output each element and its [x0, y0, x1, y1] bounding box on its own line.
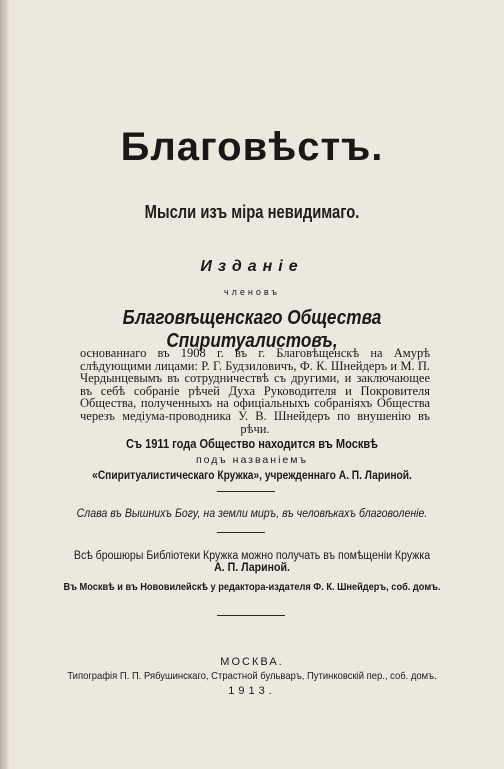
divider-rule [217, 615, 285, 616]
page-binding-shadow [0, 0, 10, 769]
brochures-line: Всѣ брошюры Библіотеки Кружка можно получать въ помѣщеніи Кружка [73, 550, 431, 562]
editor-address-line: Въ Москвѣ и въ Нововилейскѣ у редактора-издателя Ф. К. Шнейдеръ, соб. домъ. [63, 581, 441, 593]
circle-name-line: «Спиритуалистическаго Кружка», учрежденнаго А. П. Лариной. [92, 468, 412, 482]
motto-line: Слава въ Вышнихъ Богу, на земли миръ, въ человѣкахъ благоволеніе. [76, 508, 428, 520]
imprint-city: МОСКВА. [220, 656, 284, 668]
under-name-label: подъ названіемъ [195, 454, 309, 466]
members-label: членовъ [223, 287, 281, 297]
moscow-since-line: Съ 1911 года Общество находится въ Москвѣ [126, 436, 378, 451]
divider-rule [217, 532, 265, 533]
edition-heading: Изданіе [200, 258, 304, 275]
imprint-printer: Типографія П. П. Рябушинскаго, Страстной бульваръ, Путинковскій пер., соб. домъ. [67, 670, 437, 682]
imprint-year: 1913. [228, 685, 276, 697]
book-title: Благовѣстъ. [120, 125, 384, 169]
divider-rule [217, 491, 275, 492]
society-name: Благовѣщенскаго Общества Спиритуалистовъ, [122, 307, 382, 352]
brochures-line-name: А. П. Лариной. [214, 562, 290, 574]
book-subtitle: Мысли изъ міра невидимаго. [144, 202, 360, 222]
brochures-notice [66, 550, 438, 574]
founding-paragraph: основаннаго въ 1908 г. въ г. Благовѣщенскѣ на Амурѣ слѣдующими лицами: Р. Г. Будзиловичъ, Ф. К. Шнейдеръ и М. П. Чердынцевымъ въ сотрудничествѣ съ другими, и заключающее въ себѣ собраніе рѣчей Духа Руководителя и Покровителя Общества, полученныхъ на офиціальныхъ собраніяхъ Общества черезъ медіума-проводника У. В. Шнейдеръ по внушенію въ рѣчи. [80, 346, 430, 436]
